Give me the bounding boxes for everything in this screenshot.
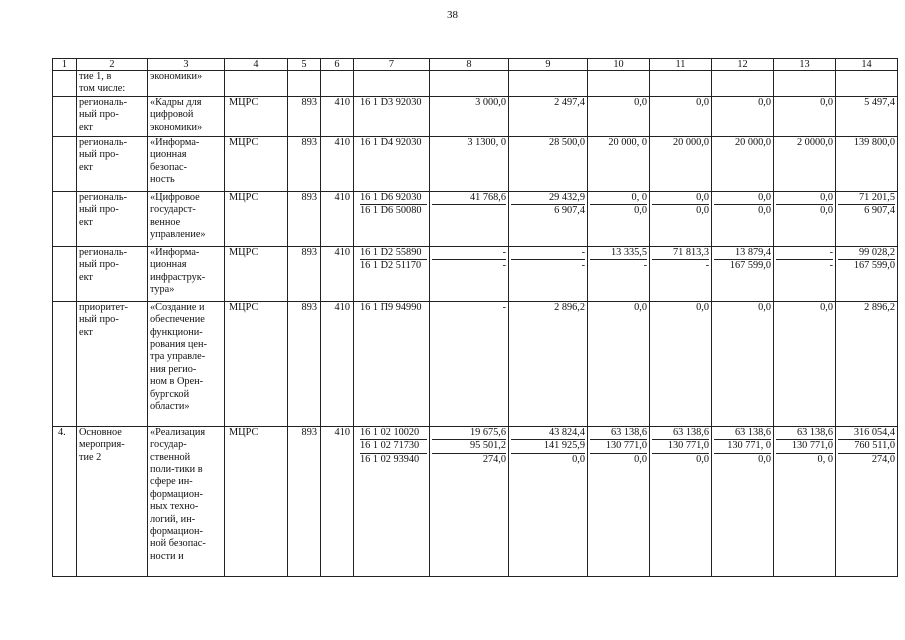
value-cell-col9 — [509, 301, 588, 426]
text-line: региональ- — [79, 96, 128, 108]
value-cell-col14 — [836, 136, 898, 191]
table-row — [53, 71, 898, 97]
value-line: 20 000, 0 — [608, 136, 647, 148]
project-name-cell — [148, 301, 225, 426]
column-header-4: 4 — [225, 59, 288, 71]
value-line: 71 813,3 — [652, 247, 709, 260]
value-cell-col9 — [509, 191, 588, 246]
value-cell-col11 — [650, 136, 712, 191]
value-cell-col12 — [712, 71, 774, 97]
value-line: 0,0 — [696, 205, 709, 217]
value-line: 19 675,6 — [432, 427, 506, 440]
target-code-cell — [354, 191, 430, 246]
value-line — [432, 71, 506, 83]
value-line: 139 800,0 — [853, 136, 895, 148]
grbs-cell: 893 — [288, 136, 321, 191]
text-line: рования цен- — [150, 338, 207, 350]
table-row — [53, 301, 898, 426]
value-line: 28 500,0 — [548, 136, 585, 148]
value-line: 0,0 — [776, 192, 833, 205]
row-number-cell — [53, 301, 77, 426]
column-header-6: 6 — [321, 59, 354, 71]
value-cell-col14 — [836, 96, 898, 136]
section-code-cell: 410 — [321, 246, 354, 301]
target-code-cell — [354, 71, 430, 97]
text-line: региональ- — [79, 191, 128, 203]
section-code-cell: 410 — [321, 426, 354, 576]
text-line: ционная — [150, 149, 187, 161]
value-line — [590, 71, 647, 83]
activity-type-cell — [77, 71, 148, 97]
value-line: - — [829, 260, 833, 272]
text-line: ный про- — [79, 204, 119, 216]
grbs-cell: 893 — [288, 301, 321, 426]
text-line: бургской — [150, 388, 190, 400]
value-line: 0,0 — [634, 301, 647, 313]
value-line: 99 028,2 — [838, 247, 895, 260]
value-cell-col8 — [430, 96, 509, 136]
value-line: 0,0 — [696, 96, 709, 108]
row-number-cell — [53, 191, 77, 246]
column-header-5: 5 — [288, 59, 321, 71]
project-name-cell — [148, 71, 225, 97]
value-cell-col12 — [712, 96, 774, 136]
value-cell-col13 — [774, 246, 836, 301]
text-line: безопас- — [150, 161, 188, 173]
text-line: тра управле- — [150, 351, 206, 363]
project-name-cell — [148, 426, 225, 576]
column-header-7: 7 — [354, 59, 430, 71]
text-line: ект — [79, 121, 93, 133]
value-cell-col8 — [430, 301, 509, 426]
column-header-9: 9 — [509, 59, 588, 71]
grbs-cell: 893 — [288, 426, 321, 576]
text-line: ния регио- — [150, 363, 197, 375]
grbs-cell — [288, 71, 321, 97]
text-line: ный про- — [79, 109, 119, 121]
target-code-cell — [354, 136, 430, 191]
value-line: 63 138,6 — [714, 427, 771, 440]
section-code-cell: 410 — [321, 301, 354, 426]
value-cell-col9 — [509, 136, 588, 191]
executor-cell — [225, 71, 288, 97]
text-line: формацион- — [150, 525, 203, 537]
text-line: «Цифровое — [150, 191, 200, 203]
text-line: «Информа- — [150, 136, 200, 148]
value-cell-col12 — [712, 191, 774, 246]
value-line: 3 1300, 0 — [467, 136, 506, 148]
column-header-13: 13 — [774, 59, 836, 71]
code-line: 16 1 02 93940 — [360, 453, 420, 465]
executor-cell: МЦРС — [225, 426, 288, 576]
executor-cell: МЦРС — [225, 191, 288, 246]
value-line: 0,0 — [652, 192, 709, 205]
code-line: 16 1 D6 50080 — [360, 205, 422, 217]
value-line: 6 907,4 — [554, 205, 585, 217]
text-line: «Реализация — [150, 426, 206, 438]
grbs-cell: 893 — [288, 246, 321, 301]
table-row — [53, 191, 898, 246]
value-cell-col11 — [650, 246, 712, 301]
column-header-3: 3 — [148, 59, 225, 71]
text-line: ный про- — [79, 314, 119, 326]
value-line: 0,0 — [696, 453, 709, 465]
value-line: 0,0 — [820, 96, 833, 108]
value-cell-col12 — [712, 246, 774, 301]
code-line: 16 1 D4 92030 — [360, 136, 422, 148]
value-cell-col14 — [836, 426, 898, 576]
value-cell-col13 — [774, 71, 836, 97]
value-line: 63 138,6 — [776, 427, 833, 440]
code-line: 16 1 02 10020 — [360, 427, 427, 440]
text-line: функциони- — [150, 326, 203, 338]
value-line: 0,0 — [572, 453, 585, 465]
column-header-14: 14 — [836, 59, 898, 71]
value-line: 0,0 — [758, 453, 771, 465]
text-line: ект — [79, 271, 93, 283]
value-line: 13 335,5 — [590, 247, 647, 260]
value-line: - — [643, 260, 647, 272]
text-line: ект — [79, 326, 93, 338]
section-code-cell: 410 — [321, 96, 354, 136]
value-cell-col8 — [430, 191, 509, 246]
text-line: том числе: — [79, 83, 126, 95]
code-line — [360, 71, 427, 83]
value-line: 0,0 — [758, 96, 771, 108]
value-cell-col10 — [588, 191, 650, 246]
value-cell-col9 — [509, 96, 588, 136]
value-cell-col11 — [650, 96, 712, 136]
column-header-12: 12 — [712, 59, 774, 71]
text-line: обеспечение — [150, 314, 205, 326]
value-line: - — [581, 260, 585, 272]
text-line: экономики» — [150, 121, 203, 133]
grbs-cell: 893 — [288, 191, 321, 246]
text-line: ной безопас- — [150, 538, 206, 550]
text-line: Основное — [79, 426, 122, 438]
activity-type-cell — [77, 191, 148, 246]
value-line: 141 925,9 — [511, 440, 585, 453]
text-line: региональ- — [79, 136, 128, 148]
value-line: 0,0 — [758, 301, 771, 313]
value-cell-col14 — [836, 71, 898, 97]
value-line: 0,0 — [820, 301, 833, 313]
value-line — [432, 205, 506, 217]
value-line: 0, 0 — [817, 453, 833, 465]
value-line: 95 501,2 — [432, 440, 506, 453]
text-line: региональ- — [79, 246, 128, 258]
value-line — [511, 71, 585, 83]
value-line: 0,0 — [758, 205, 771, 217]
value-line: 167 599,0 — [853, 260, 895, 272]
budget-table — [52, 58, 898, 577]
target-code-cell — [354, 426, 430, 576]
value-line: 20 000,0 — [672, 136, 709, 148]
value-cell-col8 — [430, 246, 509, 301]
target-code-cell — [354, 301, 430, 426]
project-name-cell — [148, 136, 225, 191]
code-line: 16 1 D6 92030 — [360, 192, 427, 205]
value-line: 2 896,2 — [864, 301, 895, 313]
code-line: 16 1 D3 92030 — [360, 96, 422, 108]
value-line: 167 599,0 — [729, 260, 771, 272]
value-cell-col9 — [509, 426, 588, 576]
value-line: - — [705, 260, 709, 272]
text-line: ект — [79, 216, 93, 228]
value-cell-col11 — [650, 301, 712, 426]
value-cell-col10 — [588, 71, 650, 97]
value-line — [652, 71, 709, 83]
value-line: 0,0 — [696, 301, 709, 313]
table-row — [53, 246, 898, 301]
value-cell-col13 — [774, 191, 836, 246]
column-header-8: 8 — [430, 59, 509, 71]
value-line: 5 497,4 — [864, 96, 895, 108]
project-name-cell — [148, 246, 225, 301]
value-line: 63 138,6 — [590, 427, 647, 440]
target-code-cell — [354, 96, 430, 136]
row-number-cell — [53, 96, 77, 136]
text-line: ный про- — [79, 149, 119, 161]
text-line: мероприя- — [79, 439, 125, 451]
value-cell-col8 — [430, 71, 509, 97]
value-line: 6 907,4 — [864, 205, 895, 217]
value-line: - — [432, 247, 506, 260]
text-line: государст- — [150, 204, 196, 216]
text-line: «Кадры для — [150, 96, 202, 108]
value-cell-col10 — [588, 96, 650, 136]
text-line: управление» — [150, 228, 206, 240]
value-line: 0, 0 — [590, 192, 647, 205]
grbs-cell: 893 — [288, 96, 321, 136]
value-line: 760 511,0 — [838, 440, 895, 453]
value-line: 2 0000,0 — [796, 136, 833, 148]
value-cell-col10 — [588, 136, 650, 191]
text-line: государ- — [150, 439, 187, 451]
value-line: - — [776, 247, 833, 260]
value-line: 71 201,5 — [838, 192, 895, 205]
text-line: цифровой — [150, 109, 194, 121]
value-line — [838, 71, 895, 83]
value-line: - — [502, 260, 506, 272]
text-line: ность — [150, 173, 175, 185]
value-cell-col14 — [836, 191, 898, 246]
value-cell-col13 — [774, 301, 836, 426]
text-line: ный про- — [79, 259, 119, 271]
activity-type-cell — [77, 246, 148, 301]
code-line: 16 1 D2 51170 — [360, 260, 422, 272]
text-line: ект — [79, 161, 93, 173]
value-line: 2 896,2 — [554, 301, 585, 313]
value-line: 274,0 — [871, 453, 895, 465]
value-cell-col10 — [588, 246, 650, 301]
header-row — [53, 59, 898, 71]
value-cell-col11 — [650, 191, 712, 246]
value-cell-col11 — [650, 71, 712, 97]
value-line: 130 771,0 — [590, 440, 647, 453]
value-line: 13 879,4 — [714, 247, 771, 260]
text-line: инфраструк- — [150, 271, 206, 283]
code-line: 16 1 D2 55890 — [360, 247, 427, 260]
section-code-cell — [321, 71, 354, 97]
table-row — [53, 426, 898, 576]
table-row — [53, 96, 898, 136]
value-line: 20 000,0 — [734, 136, 771, 148]
text-line: венное — [150, 216, 181, 228]
value-line: 0,0 — [634, 453, 647, 465]
text-line: сфере ин- — [150, 476, 193, 488]
value-line: 0,0 — [820, 205, 833, 217]
activity-type-cell — [77, 426, 148, 576]
executor-cell: МЦРС — [225, 301, 288, 426]
section-code-cell: 410 — [321, 136, 354, 191]
value-cell-col13 — [774, 136, 836, 191]
text-line: тие 2 — [79, 451, 102, 463]
value-cell-col10 — [588, 426, 650, 576]
text-line: логий, ин- — [150, 513, 196, 525]
value-line — [714, 71, 771, 83]
text-line: «Информа- — [150, 246, 200, 258]
value-line: 41 768,6 — [432, 192, 506, 205]
value-line: 43 824,4 — [511, 427, 585, 440]
value-line: 130 771,0 — [652, 440, 709, 453]
value-cell-col12 — [712, 136, 774, 191]
value-line: - — [502, 301, 506, 313]
value-cell-col13 — [774, 96, 836, 136]
text-line: поли-тики в — [150, 463, 203, 475]
text-line: тие 1, в — [79, 71, 112, 82]
value-line: 3 000,0 — [475, 96, 506, 108]
column-header-2: 2 — [77, 59, 148, 71]
value-line: 0,0 — [714, 192, 771, 205]
row-number-cell — [53, 71, 77, 97]
row-number-cell: 4. — [53, 426, 77, 576]
executor-cell: МЦРС — [225, 246, 288, 301]
code-line: 16 1 02 71730 — [360, 440, 427, 453]
value-line: 316 054,4 — [838, 427, 895, 440]
text-line: ном в Орен- — [150, 376, 204, 388]
column-header-11: 11 — [650, 59, 712, 71]
value-cell-col8 — [430, 426, 509, 576]
column-header-10: 10 — [588, 59, 650, 71]
value-cell-col11 — [650, 426, 712, 576]
value-line: - — [511, 247, 585, 260]
row-number-cell — [53, 136, 77, 191]
value-line: 274,0 — [482, 453, 506, 465]
text-line: ных техно- — [150, 501, 199, 513]
project-name-cell — [148, 96, 225, 136]
activity-type-cell — [77, 136, 148, 191]
executor-cell: МЦРС — [225, 136, 288, 191]
value-cell-col9 — [509, 71, 588, 97]
value-cell-col14 — [836, 301, 898, 426]
value-cell-col9 — [509, 246, 588, 301]
value-cell-col12 — [712, 426, 774, 576]
column-header-1: 1 — [53, 59, 77, 71]
value-cell-col12 — [712, 301, 774, 426]
text-line: ственной — [150, 451, 191, 463]
activity-type-cell — [77, 301, 148, 426]
value-line — [776, 71, 833, 83]
value-cell-col13 — [774, 426, 836, 576]
project-name-cell — [148, 191, 225, 246]
target-code-cell — [354, 246, 430, 301]
value-line: 63 138,6 — [652, 427, 709, 440]
text-line: приоритет- — [79, 301, 128, 313]
text-line: формацион- — [150, 488, 203, 500]
text-line: тура» — [150, 283, 175, 295]
section-code-cell: 410 — [321, 191, 354, 246]
value-cell-col14 — [836, 246, 898, 301]
row-number-cell — [53, 246, 77, 301]
value-line: 0,0 — [634, 96, 647, 108]
text-line: области» — [150, 400, 190, 412]
text-line: ционная — [150, 259, 187, 271]
table-row — [53, 136, 898, 191]
value-line: 130 771,0 — [776, 440, 833, 453]
value-line: 2 497,4 — [554, 96, 585, 108]
code-line: 16 1 П9 94990 — [360, 301, 422, 313]
value-line: 0,0 — [634, 205, 647, 217]
activity-type-cell — [77, 96, 148, 136]
executor-cell: МЦРС — [225, 96, 288, 136]
text-line: экономики» — [150, 71, 203, 82]
value-line: 29 432,9 — [511, 192, 585, 205]
page-number: 38 — [447, 9, 458, 21]
value-line: 130 771, 0 — [714, 440, 771, 453]
text-line: «Создание и — [150, 301, 205, 313]
value-cell-col8 — [430, 136, 509, 191]
value-cell-col10 — [588, 301, 650, 426]
text-line: ности и — [150, 550, 184, 562]
